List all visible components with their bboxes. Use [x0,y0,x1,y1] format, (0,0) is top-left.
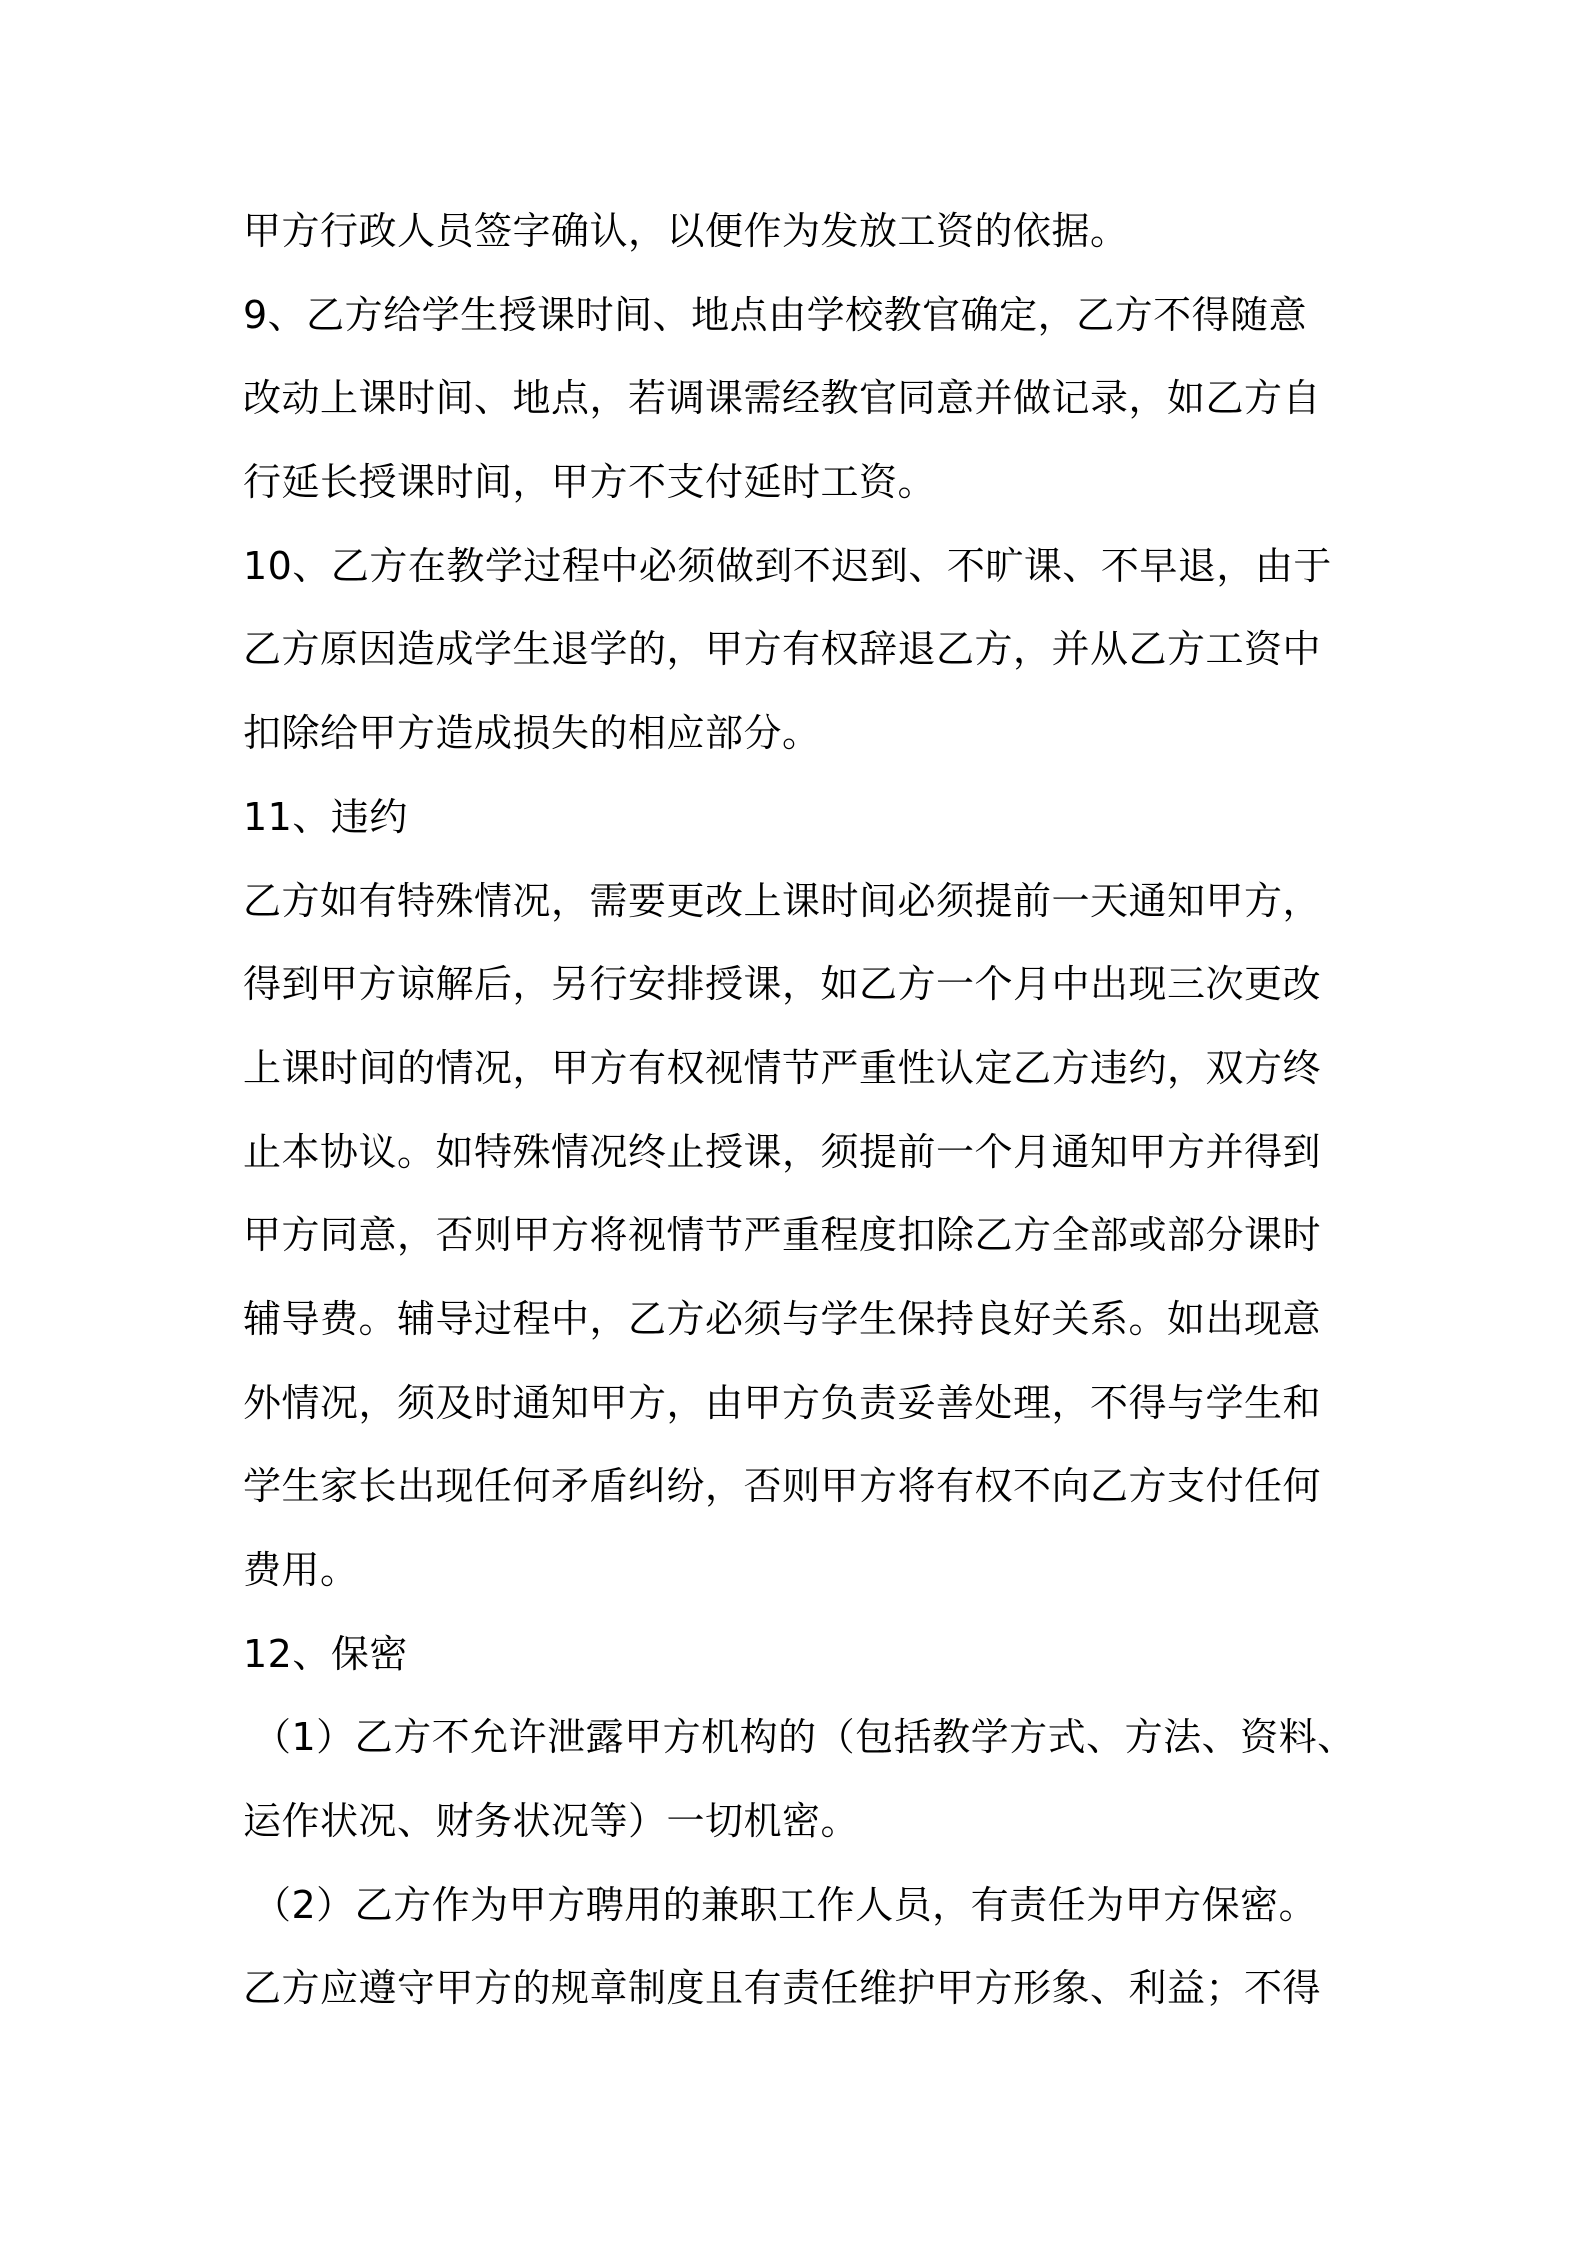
text-line: 乙方如有特殊情况，需要更改上课时间必须提前一天通知甲方， [243,878,1322,923]
text-line: 学生家长出现任何矛盾纠纷，否则甲方将有权不向乙方支付任何 [243,1464,1322,1509]
text-line: 行延长授课时间，甲方不支付延时工资。 [243,460,937,505]
text-line: 甲方同意，否则甲方将视情节严重程度扣除乙方全部或部分课时 [243,1213,1322,1258]
text-line: 改动上课时间、地点，若调课需经教官同意并做记录，如乙方自 [243,376,1322,421]
sub-clause-2-line: （2）乙方作为甲方聘用的兼职工作人员，有责任为甲方保密。 [253,1882,1318,1927]
text-line: 辅导费。辅导过程中，乙方必须与学生保持良好关系。如出现意 [243,1296,1322,1341]
sub-clause-1-line: （1）乙方不允许泄露甲方机构的（包括教学方式、方法、资料、 [253,1715,1356,1760]
clause-10-line: 10、乙方在教学过程中必须做到不迟到、不旷课、不早退，由于 [243,543,1332,588]
clause-12-heading: 12、保密 [243,1631,408,1676]
text-line: 运作状况、财务状况等）一切机密。 [243,1799,860,1844]
text-line: 扣除给甲方造成损失的相应部分。 [243,711,821,756]
text-line: 得到甲方谅解后，另行安排授课，如乙方一个月中出现三次更改 [243,962,1322,1007]
text-line: 乙方原因造成学生退学的，甲方有权辞退乙方，并从乙方工资中 [243,627,1322,672]
text-line: 甲方行政人员签字确认，以便作为发放工资的依据。 [243,209,1129,253]
clause-9-line: 9、乙方给学生授课时间、地点由学校教官确定，乙方不得随意 [243,292,1308,337]
text-line: 止本协议。如特殊情况终止授课，须提前一个月通知甲方并得到 [243,1129,1322,1174]
text-line: 费用。 [243,1548,359,1592]
clause-11-heading: 11、违约 [243,794,408,839]
text-line: 乙方应遵守甲方的规章制度且有责任维护甲方形象、利益；不得 [243,1966,1322,2011]
text-line: 上课时间的情况，甲方有权视情节严重性认定乙方违约，双方终 [243,1045,1322,1090]
contract-text-body [243,190,1383,2031]
text-line: 外情况，须及时通知甲方，由甲方负责妥善处理，不得与学生和 [243,1380,1322,1425]
